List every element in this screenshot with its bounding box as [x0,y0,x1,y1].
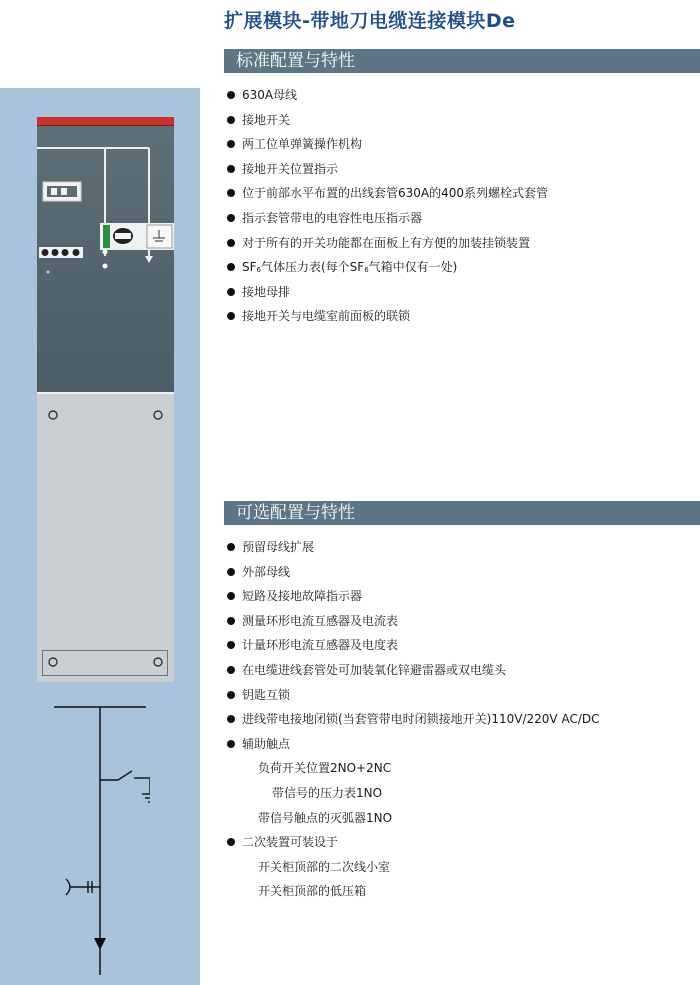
list-item: 接地母排 [224,280,548,305]
cabinet-top-stripe [37,117,174,126]
cabinet-cable-compartment [37,392,174,682]
section-header-optional: 可选配置与特性 [224,501,700,525]
list-subitem: 开关柜顶部的低压箱 [258,884,367,899]
list-item: 在电缆进线套管处可加装氧化锌避雷器或双电缆头 [224,658,600,683]
list-item: 短路及接地故障指示器 [224,584,600,609]
list-item: 计量环形电流互感器及电度表 [224,633,600,658]
list-item-sf6: $SF_6$气体压力表(每个$SF_6$气箱中仅有一处) [224,255,548,280]
list-item: 位于前部水平布置的出线套管630A的400系列螺栓式套管 [224,181,548,206]
list-item: 二次装置可装设于 [224,830,600,855]
cabinet-upper-panel [37,126,174,392]
list-item: 进线带电接地闭锁(当套管带电时闭锁接地开关)110V/220V AC/DC [224,707,600,732]
list-item: 接地开关位置指示 [224,157,548,182]
list-item: 接地开关 [224,108,548,133]
single-line-diagram [50,700,150,980]
page-title: 扩展模块-带地刀电缆连接模块De [224,10,516,32]
cabinet-base-plate [42,650,168,676]
list-subitem: 负荷开关位置2NO+2NC [258,761,392,776]
list-item: 辅助触点 [224,732,600,757]
list-item: 钥匙互锁 [224,683,600,708]
list-item: 指示套管带电的电容性电压指示器 [224,206,548,231]
list-subitem: 带信号的压力表1NO [272,785,383,800]
list-item: 630A母线 [224,83,548,108]
list-item: 外部母线 [224,560,600,585]
list-item: 测量环形电流互感器及电流表 [224,609,600,634]
list-item: 接地开关与电缆室前面板的联锁 [224,304,548,329]
list-item: 两工位单弹簧操作机构 [224,132,548,157]
list-subitem: 开关柜顶部的二次线小室 [258,859,391,874]
optional-feature-list [224,535,600,904]
list-item: 对于所有的开关功能都在面板上有方便的加装挂锁装置 [224,231,548,256]
list-subitem: 带信号触点的灭弧器1NO [258,810,393,825]
list-item: 预留母线扩展 [224,535,600,560]
standard-feature-list [224,83,548,329]
switchgear-cabinet-illustration [37,117,174,682]
section-header-standard: 标准配置与特性 [224,49,700,73]
